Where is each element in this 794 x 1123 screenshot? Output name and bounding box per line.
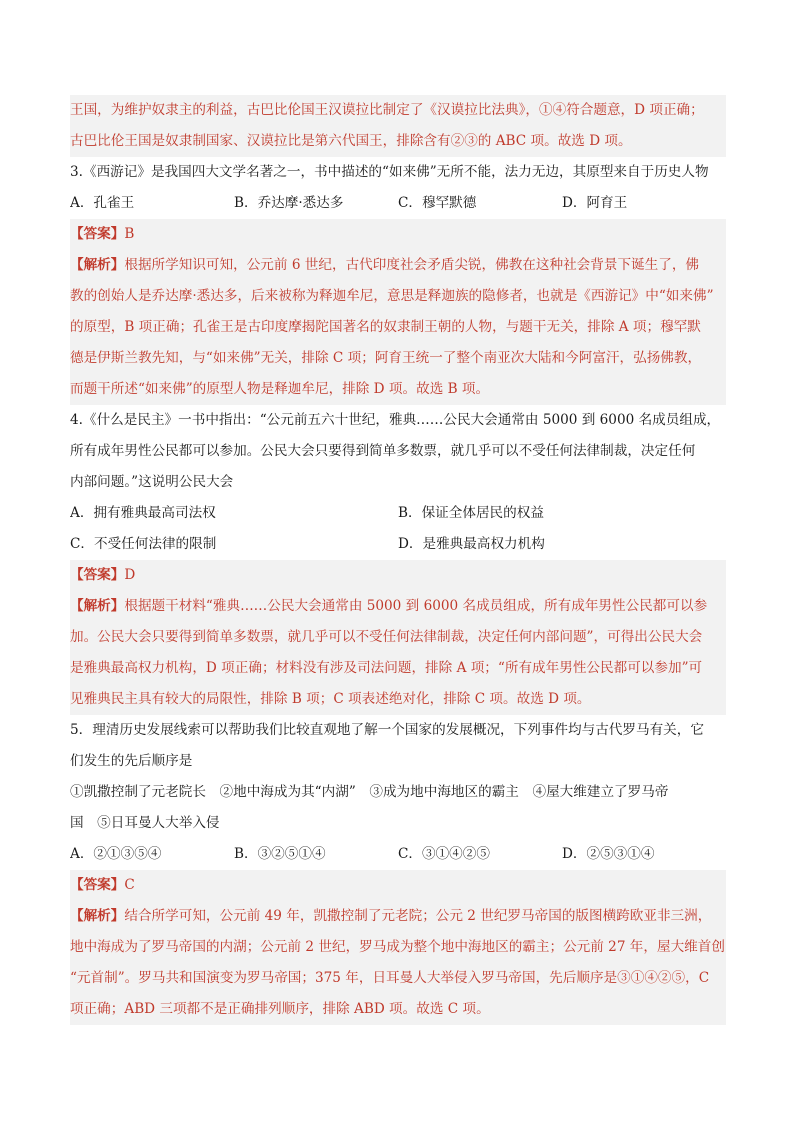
option-c: C．不受任何法律的限制 [70,536,217,552]
option-a: A．②①③⑤④ [70,846,162,862]
analysis-line: 而题干所述“如来佛”的原型人物是释迦牟尼，排除 D 项。故选 B 项。 [70,381,490,397]
option-d: D．阿育王 [562,195,628,211]
analysis-line: 见雅典民主具有较大的局限性，排除 B 项；C 项表述绝对化，排除 C 项。故选 D 项。 [70,691,591,707]
analysis-line: 项正确；ABD 三项都不是正确排列顺序，排除 ABD 项。故选 C 项。 [70,1001,490,1017]
question-4-answer-block [70,560,726,715]
option-a: A．孔雀王 [70,195,135,211]
question-4-stem-line: 内部问题。”这说明公民大会 [70,474,234,490]
analysis-line [70,250,726,281]
analysis-text: 根据题干材料“雅典……公民大会通常由 5000 到 6000 名成员组成，所有成年男性公民都可以参 [124,598,708,614]
analysis-text: 根据所学知识可知，公元前 6 世纪，古代印度社会矛盾尖锐，佛教在这种社会背景下诞生了，佛 [124,257,700,273]
answer-line [70,870,726,901]
question-5-options [70,839,726,870]
answer-value: D [124,567,136,583]
question-3-answer-block [70,219,726,405]
analysis-line: 地中海成为了罗马帝国的内湖；公元前 2 世纪，罗马成为整个地中海地区的霸主；公元前 27 年，屋大维首创 [70,939,725,955]
analysis-line: 加。公民大会只要得到简单多数票，就几乎可以不受任何法律制裁，决定任何内部问题”，可得出公民大会 [70,629,703,645]
analysis-line [70,591,726,622]
option-b: B．保证全体居民的权益 [398,505,544,521]
option-c: C．穆罕默德 [398,195,477,211]
document-page [70,95,726,1025]
analysis-tag: 【解析】 [70,257,125,273]
analysis-line: “元首制”。罗马共和国演变为罗马帝国；375 年，日耳曼人大举侵入罗马帝国，先后顺序是③①④②⑤，C [70,970,710,986]
analysis-tag: 【解析】 [70,598,125,614]
analysis-line: 的原型，B 项正确；孔雀王是古印度摩揭陀国著名的奴隶制王朝的人物，与题干无关，排除 A 项；穆罕默 [70,319,701,335]
answer-tag: 【答案】 [70,226,125,242]
answer-value: C [124,877,135,893]
question-3-stem: 3.《西游记》是我国四大文学名著之一，书中描述的“如来佛”无所不能，法力无边，其原型来自于历史人物 [70,164,709,180]
question-5-stem-line: 5．理清历史发展线索可以帮助我们比较直观地了解一个国家的发展概况，下列事件均与古代罗马有关，它 [70,722,704,738]
question-4-stem-line: 所有成年男性公民都可以参加。公民大会只要得到简单多数票，就几乎可以不受任何法律制裁，决定任何 [70,443,696,459]
option-c: C．③①④②⑤ [398,846,490,862]
option-b: B．乔达摩·悉达多 [234,195,344,211]
answer-tag: 【答案】 [70,567,125,583]
question-5-events-line: ①凯撒控制了元老院长 ②地中海成为其“内湖” ③成为地中海地区的霸主 ④屋大维建立了罗马帝 [70,784,669,800]
analysis-tag: 【解析】 [70,908,125,924]
option-d: D．②⑤③①④ [562,846,655,862]
analysis-line [70,901,726,932]
answer-tag: 【答案】 [70,877,125,893]
analysis-line: 教的创始人是乔达摩·悉达多，后来被称为释迦牟尼，意思是释迦族的隐修者，也就是《西游记》中“如来佛” [70,288,714,304]
analysis-line: 德是伊斯兰教先知，与“如来佛”无关，排除 C 项；阿育王统一了整个南亚次大陆和今阿富汗，弘扬佛教， [70,350,702,366]
option-b: B．③②⑤①④ [234,846,326,862]
prev-analysis-line: 古巴比伦王国是奴隶制国家、汉谟拉比是第六代国王，排除含有②③的 ABC 项。故选 D 项。 [70,133,632,149]
question-4-options-row [70,498,726,529]
prev-analysis-block [70,95,726,157]
answer-line [70,219,726,250]
option-d: D．是雅典最高权力机构 [398,536,545,552]
question-5-events-line: 国 ⑤日耳曼人大举入侵 [70,815,220,831]
analysis-text: 结合所学可知，公元前 49 年，凯撒控制了元老院；公元 2 世纪罗马帝国的版图横跨欧亚非三洲， [124,908,712,924]
answer-line [70,560,726,591]
question-4-stem-line: 4.《什么是民主》一书中指出：“公元前五六十世纪，雅典……公民大会通常由 5000 到 6000 名成员组成， [70,412,721,428]
question-5-answer-block [70,870,726,1025]
answer-value: B [124,226,135,242]
question-5-stem-line: 们发生的先后顺序是 [70,753,193,769]
question-3-options [70,188,726,219]
prev-analysis-line: 王国，为维护奴隶主的利益，古巴比伦国王汉谟拉比制定了《汉谟拉比法典》，①④符合题意，D 项正确； [70,102,704,118]
question-4-options-row [70,529,726,560]
option-a: A．拥有雅典最高司法权 [70,505,216,521]
analysis-line: 是雅典最高权力机构，D 项正确；材料没有涉及司法问题，排除 A 项；“所有成年男性公民都可以参加”可 [70,660,703,676]
